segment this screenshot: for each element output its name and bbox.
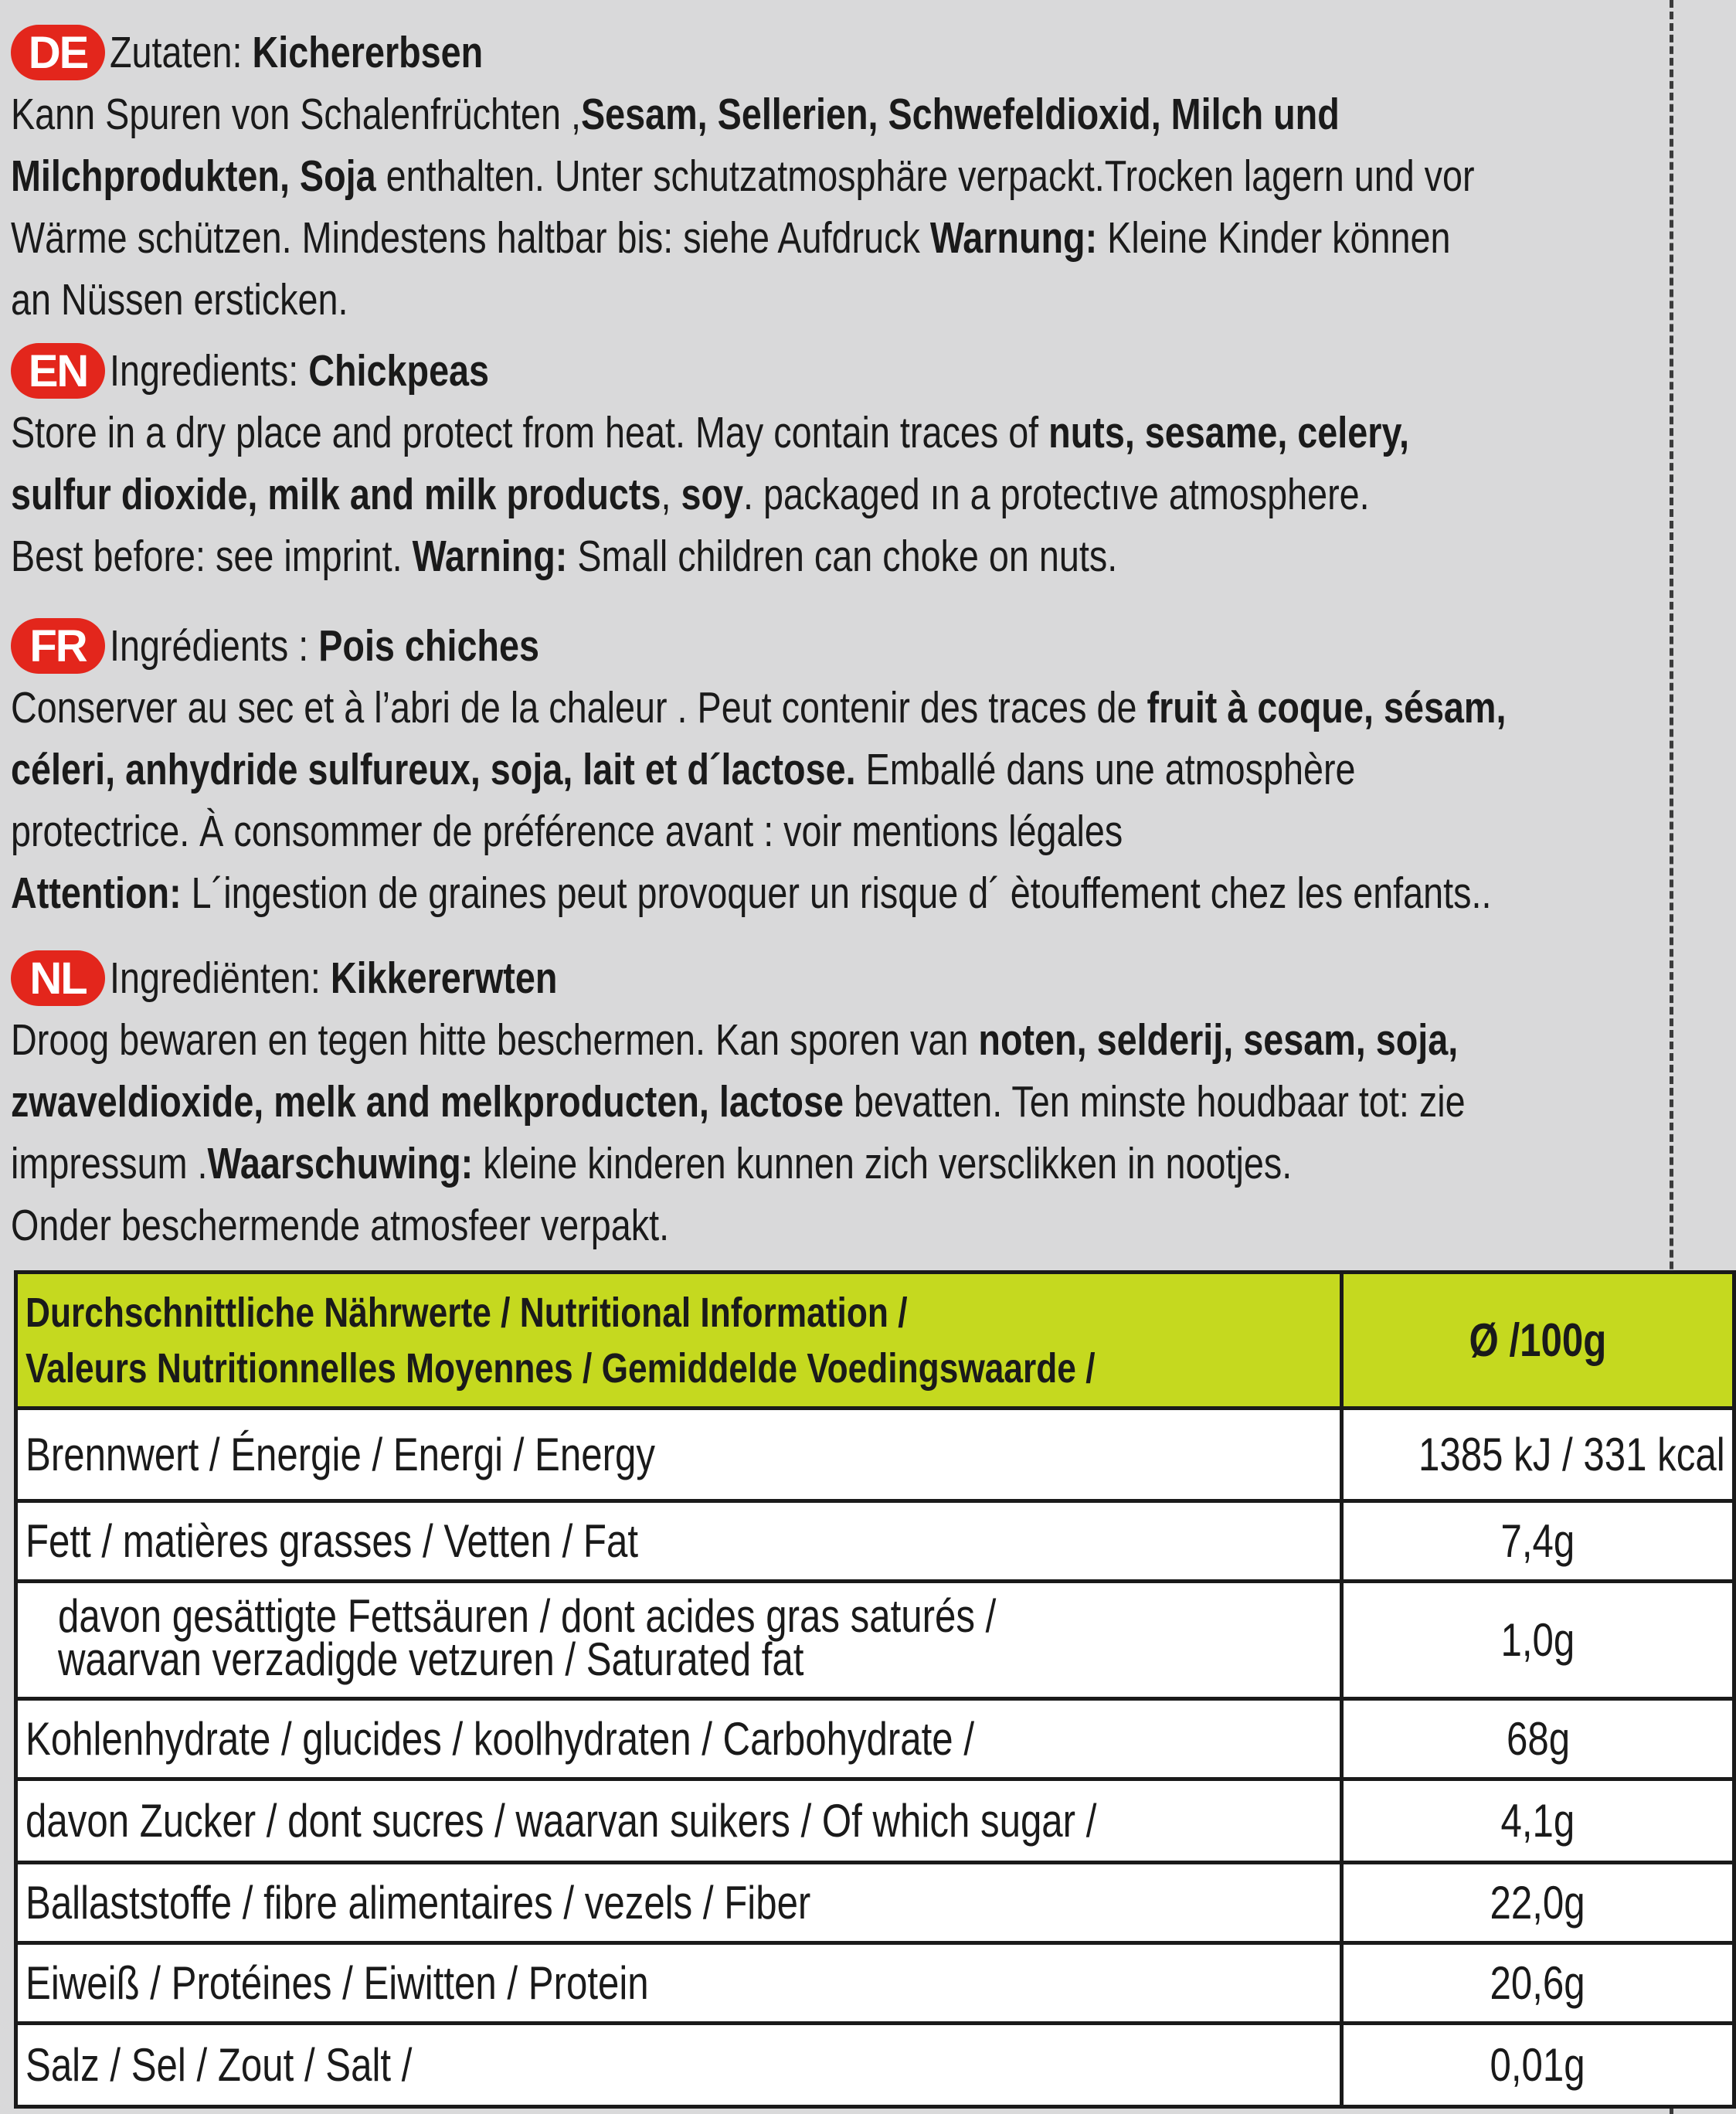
bold-run: Warning: [412,532,568,581]
bold-run: Warnung: [929,213,1098,263]
bold-run: nuts, sesame, celery, [1048,408,1409,457]
text-line [11,862,1632,924]
bold-run: soy [681,470,743,519]
row-value: 0,01g [1341,2024,1734,2107]
text-line [11,1009,1632,1071]
text-line [11,1133,1632,1195]
text-run: Droog bewaren en tegen hitte beschermen. Kan sporen van [11,1015,979,1065]
row-label: davon Zucker / dont sucres / waarvan suikers / Of which sugar / [16,1779,1342,1863]
table-row [16,1699,1734,1779]
nutrition-table [14,1270,1736,2109]
table-header-row [16,1273,1734,1409]
bold-run: Milchprodukten, Soja [11,151,376,201]
ingredients-label-nl: Ingrediënten: [110,953,331,1003]
ingredients-label-en: Ingredients: [110,346,309,396]
row-value: 20,6g [1341,1943,1734,2024]
bold-run: Attention: [11,868,182,918]
ingredients-label-de: Zutaten: [110,28,253,77]
text-run: . packaged ın a protectıve atmosphere. [742,470,1370,519]
text-run: , [661,470,681,519]
bold-run: sulfur dioxide, milk and milk products [11,470,661,519]
bold-run: noten, selderij, sesam, soja, [978,1015,1459,1065]
bold-run: fruit à coque, sésam, [1147,683,1507,732]
text-run: Onder beschermende atmosfeer verpakt. [11,1201,670,1250]
ingredients-value-fr: Pois chiches [318,621,539,671]
bold-run: céleri, anhydride sulfureux, soja, lait et d´lactose. [11,745,856,794]
body-fr [11,677,1664,924]
row-label: Eiweiß / Protéines / Eiwitten / Protein [16,1943,1342,2024]
row-label: davon gesättigte Fettsäuren / dont acides gras saturés / waarvan verzadigde vetzuren / Saturated fat [16,1582,1342,1699]
text-run: L´ingestion de graines peut provoquer un risque d´ ètouffement chez les enfants.. [181,868,1492,918]
row-value: 7,4g [1341,1501,1734,1582]
table-row [16,2024,1734,2107]
badge-fr: FR [11,618,105,674]
text-line [11,269,1632,331]
text-line [11,1195,1632,1256]
bold-run: zwaveldioxide, melk and melkproducten, lactose [11,1077,844,1127]
text-line [11,207,1632,269]
text-run: kleine kinderen kunnen zich versclikken in nootjes. [473,1139,1293,1188]
text-run: Best before: see imprint. [11,532,413,581]
text-line [11,83,1632,145]
ingredients-value-en: Chickpeas [308,346,490,396]
section-de [11,22,1664,331]
text-line [11,464,1632,525]
bold-run: Sesam, Sellerien, Schwefeldioxid, Milch und [580,90,1340,139]
table-header-label [16,1273,1342,1409]
badge-en: EN [11,343,105,399]
ingredients-value-nl: Kikkererwten [330,953,558,1003]
text-run: Small children can choke on nuts. [567,532,1118,581]
text-run: Emballé dans une atmosphère [855,745,1356,794]
text-run: protectrice. À consommer de préférence avant : voir mentions légales [11,807,1123,856]
row-label: Kohlenhydrate / glucides / koolhydraten / Carbohydrate / [16,1699,1342,1779]
row-label: Brennwert / Énergie / Energi / Energy [16,1409,1342,1501]
text-run: Kleine Kinder können [1097,213,1451,263]
section-en [11,340,1664,587]
row-label: Salz / Sel / Zout / Salt / [16,2024,1342,2107]
table-row [16,1863,1734,1943]
row-value: 22,0g [1341,1863,1734,1943]
text-run: Wärme schützen. Mindestens haltbar bis: siehe Aufdruck [11,213,930,263]
text-run: an Nüssen ersticken. [11,275,348,325]
text-line [11,677,1632,739]
table-row [16,1943,1734,2024]
body-en [11,402,1664,587]
text-run: bevatten. Ten minste houdbaar tot: zie [843,1077,1466,1127]
row-label: Ballaststoffe / fibre alimentaires / vezels / Fiber [16,1863,1342,1943]
table-header-value: Ø /100g [1341,1273,1734,1409]
badge-nl: NL [11,950,105,1006]
body-de [11,83,1664,331]
text-run: Conserver au sec et à l’abri de la chaleur . Peut contenir des traces de [11,683,1147,732]
text-run: impressum . [11,1139,208,1188]
row-value: 68g [1341,1699,1734,1779]
section-nl [11,947,1664,1256]
text-line [11,145,1632,207]
text-run: Store in a dry place and protect from heat. May contain traces of [11,408,1049,457]
ingredients-label-fr: Ingrédients : [110,621,319,671]
row-label: Fett / matières grasses / Vetten / Fat [16,1501,1342,1582]
section-fr [11,615,1664,924]
text-line [11,800,1632,862]
header-line-2: Valeurs Nutritionnelles Moyennes / Gemiddelde Voedingswaarde / [25,1344,1096,1392]
row-value: 1,0g [1341,1582,1734,1699]
bold-run: Waarschuwing: [207,1139,474,1188]
body-nl [11,1009,1664,1256]
table-row [16,1779,1734,1863]
row-value: 4,1g [1341,1779,1734,1863]
table-row [16,1501,1734,1582]
ingredients-value-de: Kichererbsen [252,28,484,77]
text-line [11,525,1632,587]
text-line [11,739,1632,800]
text-line [11,402,1632,464]
badge-de: DE [11,25,105,80]
text-line [11,1071,1632,1133]
text-run: Kann Spuren von Schalenfrüchten , [11,90,581,139]
row-value: 1385 kJ / 331 kcal [1341,1409,1734,1501]
table-row [16,1582,1734,1699]
text-run: enthalten. Unter schutzatmosphäre verpackt.Trocken lagern und vor [375,151,1475,201]
table-row [16,1409,1734,1501]
header-line-1: Durchschnittliche Nährwerte / Nutritional Information / [25,1289,908,1336]
